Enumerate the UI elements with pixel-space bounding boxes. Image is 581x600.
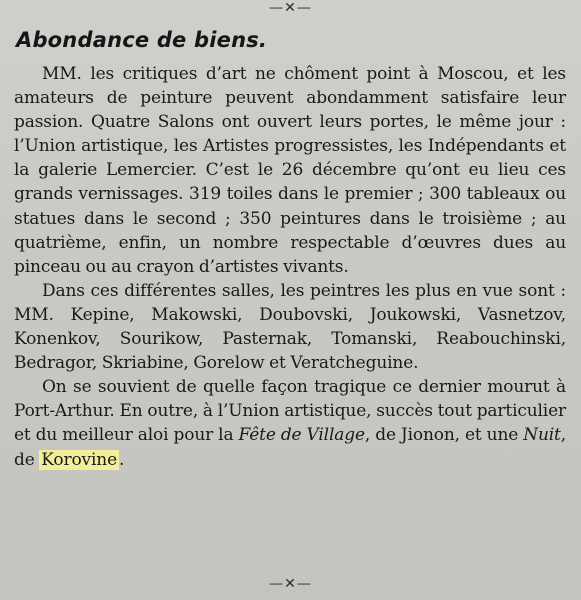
highlighted-name-korovine: Korovine	[41, 449, 117, 470]
paragraph-1: MM. les critiques d’art ne chôment point à Moscou, et les amateurs de peinture peuvent abondamment satisfaire leur passion. Quatre Salons ont ouvert leurs portes, le même jour : l’Union artistique, les Artistes progressistes, les Indépendants et la galerie Lemercier. C’est le 26 décembre qu’ont eu lieu ces grands vernissages. 319 toiles dans le premier ; 300 tableaux ou statues dans le second ; 350 peintures dans le troisième ; au quatrième, enfin, un nombre respectable d’œuvres dues au pinceau ou au crayon d’artistes vivants.	[14, 64, 566, 277]
article-title: Abondance de biens.	[16, 28, 268, 52]
paragraph-3-part-3: , de	[14, 425, 566, 470]
paragraph-3	[14, 375, 566, 471]
artwork-title-fete-de-village: Fête de Village	[238, 425, 365, 446]
paragraph-3-part-2: , de Jionon, et une	[364, 425, 524, 446]
paragraph-3-part-1: On se souvient de quelle façon tragique ce dernier mourut à Port-Arthur. En outre, à l’Union artistique, succès tout particulier et du meilleur aloi pour la	[14, 377, 566, 446]
artwork-title-nuit: Nuit	[523, 425, 561, 446]
top-separator: —✕—	[269, 0, 312, 16]
paragraph-3-part-4: .	[119, 449, 125, 470]
paragraph-2: Dans ces différentes salles, les peintres les plus en vue sont : MM. Kepine, Makowski, Doubovski, Joukowski, Vasnetzov, Konenkov, Sourikow, Pasternak, Tomanski, Reabouchinski, Bedragor, Skriabine, Gorelow et Veratcheguine.	[14, 280, 566, 374]
article-body	[14, 62, 566, 472]
bottom-separator: —✕—	[269, 576, 312, 592]
